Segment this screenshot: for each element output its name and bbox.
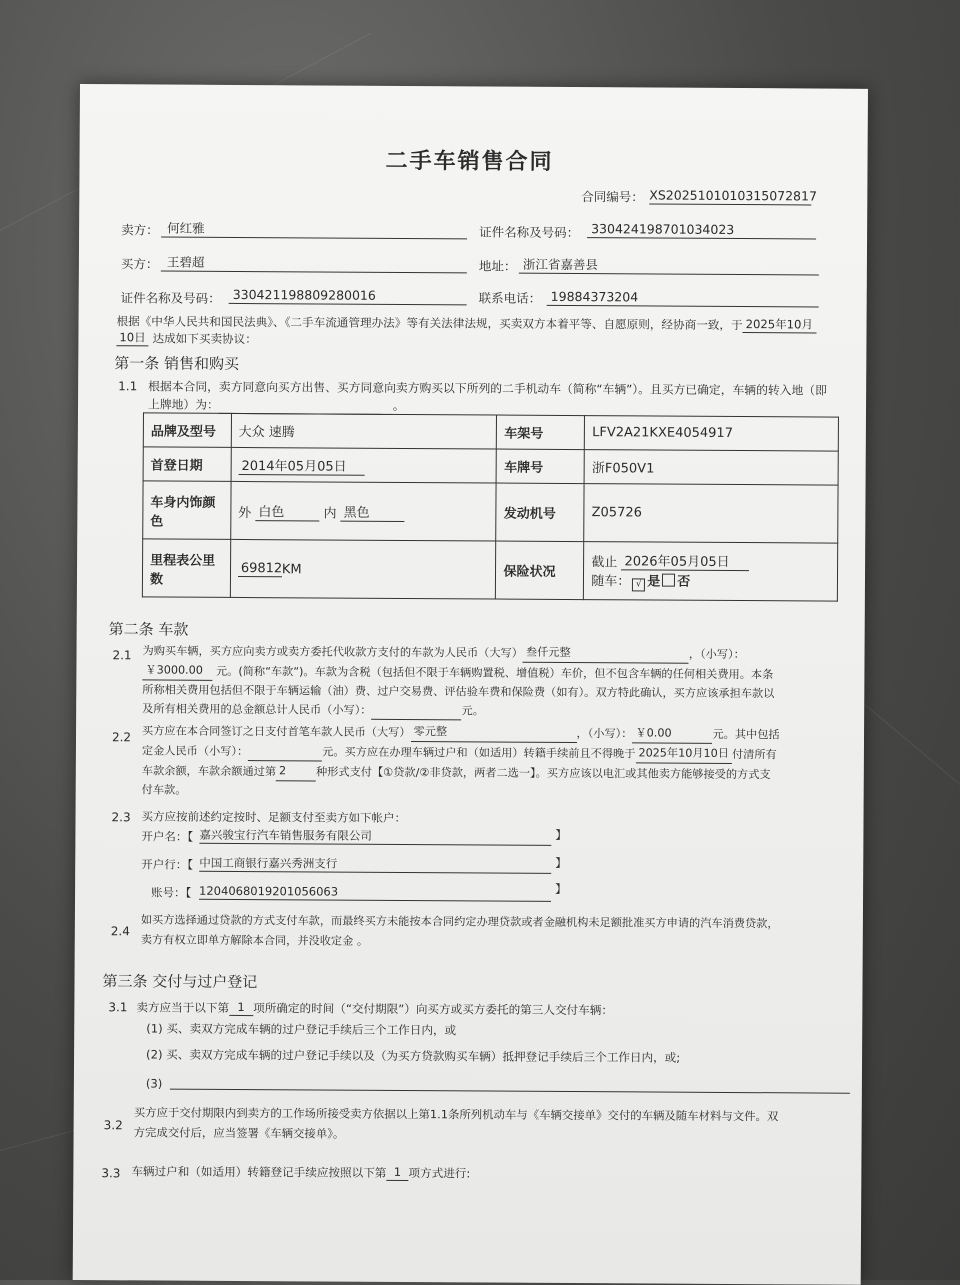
bracket-close: 】: [555, 881, 567, 896]
clause-3-1-option-2: (2) 买、卖双方完成车辆的过户登记手续以及（为买方贷款购买车辆）抵押登记手续后三个工作日内，或;: [146, 1047, 681, 1065]
contract-paper: [73, 84, 868, 1285]
interior-prefix: 内: [323, 505, 337, 522]
article-2-title: 第二条 车款: [108, 620, 189, 639]
insurance-cell: [584, 542, 838, 602]
clause-number: 3.2: [103, 1118, 123, 1133]
clause-number: 3.3: [101, 1166, 121, 1181]
account-no-label: 账号：【: [151, 885, 192, 900]
transfer-option: 1: [386, 1164, 408, 1181]
preamble: [116, 312, 816, 350]
clause-text: ，（小写）：: [576, 727, 633, 741]
preamble-text: 根据《中华人民共和国民法典》、《二手车流通管理办法》等有关法律法规，买卖双方本着平等、自愿原则，经协商一致，于: [116, 314, 743, 333]
clause-text: 及所有相关费用的总金额总计人民币（小写）：: [142, 702, 372, 717]
buyer-id-value: 330421198809280016: [229, 287, 467, 305]
insurance-yes: 是: [647, 574, 661, 590]
clause-text: 车辆过户和（如适用）转籍登记手续应按照以下第: [131, 1164, 387, 1180]
plate-label: 车牌号: [497, 449, 585, 484]
bracket-close: 】: [555, 855, 567, 870]
price-upper: 叁仟元整: [523, 643, 689, 664]
clause-3-1-option-3: (3): [145, 1076, 163, 1091]
vehicle-info-table: [142, 412, 839, 601]
mileage-cell: [230, 539, 496, 599]
preamble-text-2: 达成如下买卖协议：: [152, 331, 257, 347]
clause-number: 2.4: [110, 924, 130, 939]
vin-label: 车架号: [497, 415, 585, 450]
engine-label: 发动机号: [496, 483, 584, 542]
seller-label: 卖方：: [121, 222, 159, 238]
buyer-phone-value: 19884373204: [547, 289, 819, 308]
table-row: [143, 413, 838, 451]
seller-id-label: 证件名称及号码：: [479, 224, 580, 241]
clause-text: 元。其中包括: [712, 727, 780, 742]
mileage-label: 里程表公里数: [142, 539, 230, 598]
seller-id-value: 330424198701034023: [587, 221, 816, 239]
clause-text: 卖方应当于以下第: [136, 1000, 230, 1015]
brand-label: 品牌及型号: [143, 413, 231, 448]
clause-text: 。: [392, 398, 405, 413]
mileage-unit: KM: [281, 561, 302, 577]
clause-number: 2.1: [112, 648, 132, 663]
option-3-blank: [170, 1075, 850, 1094]
exterior-prefix: 外: [238, 505, 252, 521]
checkbox-yes-icon: √: [632, 578, 645, 591]
reg-date-value: 2014年05月05日: [238, 454, 364, 475]
clause-3-3: [131, 1162, 470, 1181]
insurance-no: 否: [677, 574, 691, 590]
clause-number: 2.3: [111, 810, 131, 825]
insurance-date: 2026年05月05日: [621, 550, 749, 571]
interior-color: 黑色: [341, 501, 405, 521]
clause-text: 上牌地）为：: [148, 397, 219, 412]
clause-number: 3.1: [108, 1000, 128, 1015]
clause-2-1: [142, 640, 775, 722]
clause-text: 种形式支付【①贷款/②非贷款，两者二选一】。买方应该以电汇或其他卖方能够接受的方式支: [316, 765, 771, 782]
article-1-title: 第一条 销售和购买: [114, 354, 240, 373]
clause-2-4: [141, 910, 779, 954]
deposit-blank: [248, 745, 322, 761]
clause-3-1-option-1: (1) 买、卖双方完成车辆的过户登记手续后三个工作日内，或: [146, 1021, 457, 1038]
insurance-prefix: 截止: [591, 555, 618, 571]
clause-number: 1.1: [118, 379, 138, 394]
plate-value: 浙F050V1: [584, 450, 838, 486]
account-no: 1204068019201056063: [199, 883, 551, 902]
color-label: 车身内饰颜色: [143, 481, 231, 540]
mileage-value: 69812: [238, 560, 282, 576]
reg-date-cell: [231, 447, 497, 483]
clause-text: 付清所有: [731, 747, 777, 762]
contract-title: 二手车销售合同: [385, 148, 554, 175]
clause-text: 定金人民币（小写）：: [141, 744, 249, 759]
marble-vein: [860, 700, 960, 791]
contract-no-value: XS2025101010315072817: [649, 187, 817, 204]
checkbox-no-icon: [662, 574, 675, 587]
first-pay-upper: 零元整: [411, 722, 577, 743]
preamble-day: 10日: [116, 329, 148, 346]
preamble-date: 2025年10月: [743, 316, 817, 333]
clause-text: 买方应在本合同签订之日支付首笔车款人民币（大写）: [142, 724, 411, 740]
insurance-label: 保险状况: [496, 541, 584, 600]
clause-text: 车款余额，车款余额通过第: [141, 764, 277, 779]
clause-2-3: 买方应按前述约定按时、足额支付至卖方如下帐户：: [141, 809, 407, 826]
table-row: [143, 447, 838, 485]
table-row: [143, 481, 838, 543]
clause-text: 元。(简称“车款”)。车款为含税（包括但不限于车辆购置税、增值税）车价，但不包含车辆的任何相关费用。本条: [215, 664, 774, 682]
buyer-phone-label: 联系电话：: [478, 290, 542, 306]
total-blank: [371, 704, 461, 721]
clause-text: 所称相关费用包括但不限于车辆运输（油）费、过户交易费、评估验车费和保险费（如有）。双方特此确认，买方应该承担车款以: [142, 683, 775, 701]
bracket-close: 】: [555, 827, 567, 842]
clause-3-2: [134, 1102, 779, 1146]
account-name-label: 开户名：【: [141, 829, 194, 844]
delivery-option: 1: [229, 999, 253, 1016]
first-pay-lower: ￥0.00: [632, 723, 712, 743]
seller-name: 何红雅: [161, 220, 467, 239]
contract-no-label: 合同编号：: [581, 189, 644, 205]
brand-value: 大众 速腾: [231, 413, 497, 449]
engine-value: Z05726: [584, 484, 838, 544]
clause-text: 如买方选择通过贷款的方式支付车款，而最终买方未能按本合同约定办理贷款或者金融机构未足额批准买方申请的汽车消费贷款，: [140, 913, 779, 931]
reg-date-label: 首登日期: [143, 447, 231, 482]
exterior-color: 白色: [255, 501, 319, 521]
clause-text: 为购买车辆，买方应向卖方或卖方委托代收款方支付的车款为人民币（大写）: [142, 644, 523, 660]
buyer-addr-label: 地址：: [478, 258, 517, 274]
buyer-id-label: 证件名称及号码：: [120, 290, 221, 306]
clause-text: 项方式进行:: [408, 1166, 471, 1181]
account-bank: 中国工商银行嘉兴秀洲支行: [199, 855, 551, 874]
clause-text: 付车款。: [141, 783, 187, 797]
account-name: 嘉兴骏宝行汽车销售服务有限公司: [199, 827, 551, 846]
buyer-addr-value: 浙江省嘉善县: [519, 257, 819, 276]
payment-option: 2: [276, 761, 316, 781]
clause-text: 买方应于交付期限内到卖方的工作场所接受卖方依据以上第1.1条所列机动车与《车辆交接单》交付的车辆及随车材料与文件。双: [133, 1105, 779, 1124]
clause-number: 2.2: [111, 730, 132, 745]
clause-text: 方完成交付后，应当签署《车辆交接单》。: [133, 1125, 345, 1141]
clause-text: 项所确定的时间（“交付期限”）向买方或买方委托的第三人交付车辆：: [253, 1001, 613, 1018]
vin-value: LFV2A21KXE4054917: [585, 416, 839, 452]
clause-text: 元。: [461, 704, 484, 718]
buyer-name: 王碧超: [161, 254, 467, 273]
price-lower: ￥3000.00: [142, 660, 212, 680]
clause-text: 卖方有权立即单方解除本合同，并没收定金 。: [140, 933, 369, 948]
clause-1-1: [148, 377, 827, 417]
article-3-title: 第三条 交付与过户登记: [102, 972, 258, 992]
clause-3-1: [136, 998, 613, 1018]
clause-2-2: [142, 720, 780, 803]
buyer-label: 买方：: [120, 256, 159, 272]
insurance-with-car: 随车：: [591, 574, 631, 590]
payoff-date: 2025年10月10日: [635, 743, 732, 764]
table-row: [142, 539, 837, 601]
clause-text: ，（小写）：: [688, 647, 745, 662]
clause-text: 元。买方应在办理车辆过户和（如适用）转籍手续前且不得晚于: [322, 745, 636, 761]
color-cell: [231, 481, 497, 541]
clause-text: 根据本合同，卖方同意向买方出售、买方同意向卖方购买以下所列的二手机动车（简称“车辆”）。且买方已确定，车辆的转入地（即: [148, 379, 827, 398]
account-bank-label: 开户行：【: [141, 857, 194, 872]
